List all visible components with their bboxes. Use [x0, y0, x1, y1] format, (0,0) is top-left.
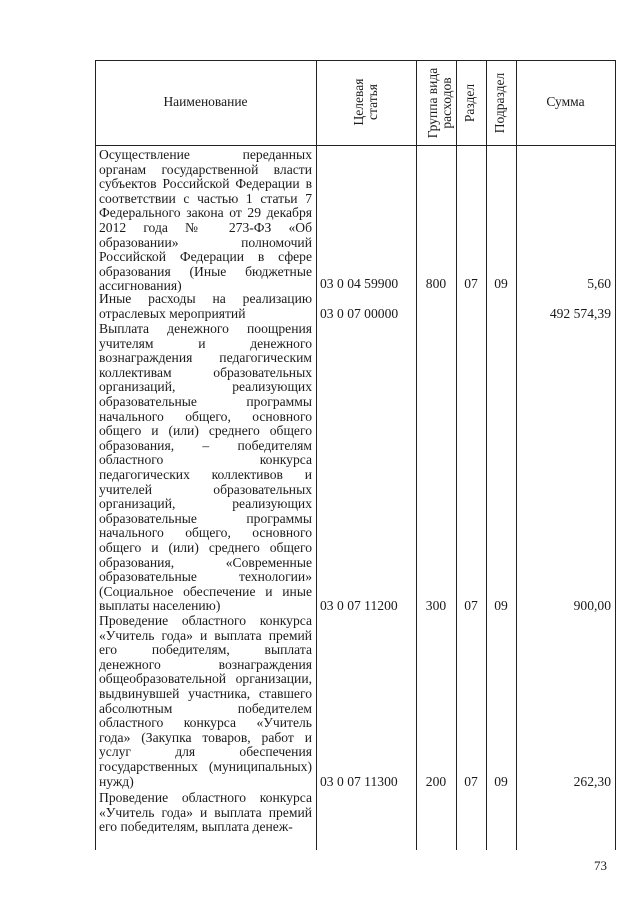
column-divider-group — [456, 60, 457, 850]
page-number: 73 — [594, 858, 607, 873]
table-header-border — [95, 145, 615, 146]
row-expense-group: 300 — [425, 598, 447, 613]
row-name: Выплата денежного поощрения учителям и денежного вознаграждения педагогическим коллективам образовательных организаций, реализующих образовательные программы начального общего, основного общего и (или) среднего общего образования, – победителям областного конкурса педагогических коллективов и учителей образовательных организаций, реализующих образовательные программы начального общего, основного общего и (или) среднего общего образования, «Современные образовательные технологии» (Социальное обеспечение и иные выплаты населению) — [99, 321, 312, 614]
header-expense-group: Группа вида расходов — [425, 67, 454, 139]
row-amount: 262,30 — [573, 774, 611, 789]
row-amount: 492 574,39 — [549, 306, 611, 321]
row-name: Проведение областного конкурса «Учитель года» и выплата премий его победителям, выплата денеж- — [99, 790, 312, 835]
row-code: 03 0 07 11200 — [320, 598, 398, 613]
row-amount: 5,60 — [587, 276, 611, 291]
row-subsection: 09 — [494, 276, 508, 291]
row-code: 03 0 07 00000 — [320, 306, 399, 321]
header-amount: Сумма — [546, 94, 585, 109]
header-name: Наименование — [163, 94, 248, 109]
row-section: 07 — [464, 774, 478, 789]
table-border-left — [95, 60, 96, 850]
row-subsection: 09 — [494, 598, 508, 613]
header-section: Раздел — [462, 83, 477, 123]
row-name: Иные расходы на реализацию отраслевых мероприятий — [99, 291, 312, 321]
row-amount: 900,00 — [573, 598, 611, 613]
table-border-right — [615, 60, 616, 850]
column-divider-section — [486, 60, 487, 850]
row-name: Проведение областного конкурса «Учитель года» и выплата премий его победителям, выплата денежного вознаграждения общеобразовательной организации, выдвинувшей участника, ставшего абсолютным победителем областного конкурса «Учитель года» (Закупка товаров, работ и услуг для обеспечения государственных (муниципальных) нужд) — [99, 613, 312, 789]
row-subsection: 09 — [494, 774, 508, 789]
header-subsection: Подраздел — [492, 72, 507, 134]
table-top-border — [95, 60, 615, 61]
header-target-item: Целевая статья — [351, 78, 380, 126]
row-code: 03 0 07 11300 — [320, 774, 398, 789]
column-divider-name — [316, 60, 317, 850]
row-section: 07 — [464, 598, 478, 613]
row-name: Осуществление переданных органам государственной власти субъектов Российской Федерации в соответствии с частью 1 статьи 7 Федерального закона от 29 декабря 2012 года № 273-ФЗ «Об образовании» полномочий Российской Федерации в сфере образования (Иные бюджетные ассигнования) — [99, 147, 312, 294]
row-section: 07 — [464, 276, 478, 291]
row-expense-group: 800 — [425, 276, 447, 291]
row-code: 03 0 04 59900 — [320, 276, 399, 291]
row-expense-group: 200 — [425, 774, 447, 789]
column-divider-code — [416, 60, 417, 850]
column-divider-subsection — [516, 60, 517, 850]
